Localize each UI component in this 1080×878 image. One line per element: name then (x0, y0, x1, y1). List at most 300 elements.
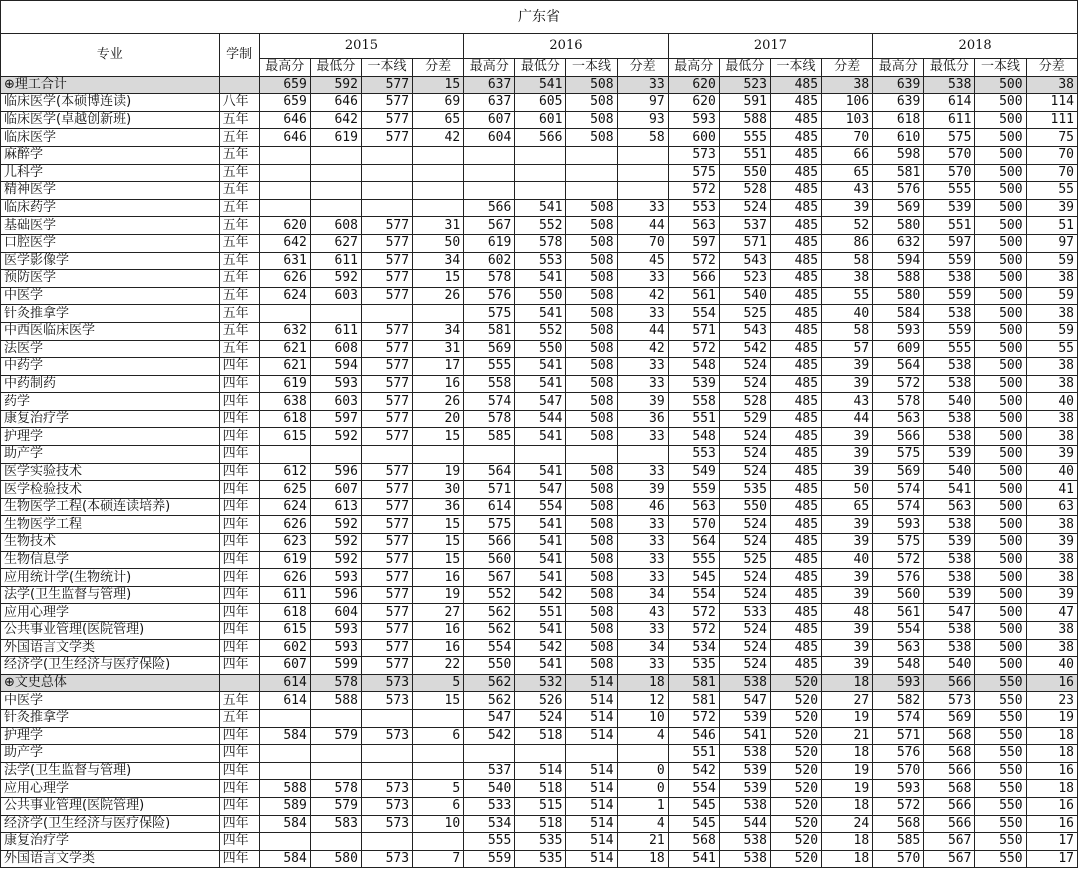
score-cell: 549 (668, 463, 719, 481)
score-cell: 611 (310, 322, 361, 340)
score-cell: 19 (822, 762, 873, 780)
score-cell: 538 (719, 850, 770, 868)
score-cell: 603 (310, 393, 361, 411)
score-cell: 574 (873, 481, 924, 499)
score-cell: 15 (413, 692, 464, 710)
score-cell: 500 (975, 622, 1026, 640)
score-cell: 55 (1026, 182, 1077, 200)
score-cell: 44 (617, 322, 668, 340)
score-cell: 508 (566, 498, 617, 516)
score-cell: 514 (566, 762, 617, 780)
score-cell: 500 (975, 463, 1026, 481)
score-cell (515, 745, 566, 763)
duration-cell: 四年 (219, 463, 259, 481)
score-cell (617, 446, 668, 464)
score-cell: 592 (310, 516, 361, 534)
score-cell: 4 (617, 815, 668, 833)
score-cell: 559 (924, 252, 975, 270)
score-cell: 50 (822, 481, 873, 499)
table-row (1, 111, 1078, 129)
duration-cell: 四年 (219, 780, 259, 798)
score-cell: 485 (770, 498, 821, 516)
summary-row (1, 76, 1078, 94)
score-cell: 566 (668, 270, 719, 288)
duration-cell: 四年 (219, 393, 259, 411)
score-cell (259, 745, 310, 763)
score-cell: 532 (515, 674, 566, 692)
score-cell: 485 (770, 428, 821, 446)
score-cell: 524 (719, 463, 770, 481)
score-cell: 52 (822, 217, 873, 235)
score-cell: 524 (719, 199, 770, 217)
score-cell: 577 (361, 129, 412, 147)
score-cell: 33 (617, 463, 668, 481)
score-cell: 39 (822, 516, 873, 534)
score-cell: 485 (770, 305, 821, 323)
score-cell: 619 (464, 234, 515, 252)
score-cell: 598 (873, 146, 924, 164)
score-cell: 564 (873, 358, 924, 376)
score-cell: 572 (668, 252, 719, 270)
score-cell: 573 (668, 146, 719, 164)
score-cell: 583 (310, 815, 361, 833)
score-cell: 619 (259, 551, 310, 569)
score-cell: 573 (361, 727, 412, 745)
score-cell: 17 (1026, 833, 1077, 851)
score-cell: 610 (873, 129, 924, 147)
duration-cell: 四年 (219, 498, 259, 516)
score-cell: 508 (566, 340, 617, 358)
major-name: 基础医学 (1, 217, 220, 235)
score-cell: 18 (1026, 780, 1077, 798)
score-cell: 33 (617, 76, 668, 94)
score-cell: 568 (924, 727, 975, 745)
score-cell: 63 (1026, 498, 1077, 516)
major-name: 经济学(卫生经济与医疗保险) (1, 657, 220, 675)
score-cell: 485 (770, 182, 821, 200)
score-cell: 577 (361, 270, 412, 288)
score-cell: 39 (822, 639, 873, 657)
score-cell (361, 199, 412, 217)
score-cell: 577 (361, 375, 412, 393)
score-cell: 16 (1026, 674, 1077, 692)
score-cell: 44 (822, 410, 873, 428)
score-cell: 550 (975, 727, 1026, 745)
score-cell: 584 (259, 850, 310, 868)
score-cell: 537 (719, 217, 770, 235)
score-cell: 508 (566, 463, 617, 481)
score-cell: 500 (975, 428, 1026, 446)
score-cell: 572 (668, 622, 719, 640)
score-cell: 541 (515, 534, 566, 552)
major-name: 法医学 (1, 340, 220, 358)
score-cell: 500 (975, 270, 1026, 288)
score-cell: 593 (873, 516, 924, 534)
score-cell: 576 (464, 287, 515, 305)
major-name: 中医学 (1, 692, 220, 710)
score-cell: 534 (668, 639, 719, 657)
score-cell: 538 (924, 76, 975, 94)
summary-row (1, 674, 1078, 692)
score-cell: 540 (719, 287, 770, 305)
score-cell: 625 (259, 481, 310, 499)
score-cell: 500 (975, 146, 1026, 164)
score-cell: 619 (310, 129, 361, 147)
score-cell: 593 (873, 780, 924, 798)
score-cell: 485 (770, 164, 821, 182)
score-cell: 592 (310, 534, 361, 552)
score-cell: 567 (924, 833, 975, 851)
score-cell: 589 (259, 797, 310, 815)
sub-header-cell: 分差 (822, 59, 873, 77)
score-cell: 578 (464, 270, 515, 288)
score-cell: 611 (924, 111, 975, 129)
table-body (1, 76, 1078, 868)
score-cell: 559 (924, 322, 975, 340)
score-cell: 543 (719, 322, 770, 340)
score-cell: 550 (975, 692, 1026, 710)
score-cell: 33 (617, 569, 668, 587)
duration-cell: 四年 (219, 481, 259, 499)
score-cell: 539 (924, 199, 975, 217)
score-cell: 568 (873, 815, 924, 833)
table-row (1, 428, 1078, 446)
score-cell: 632 (259, 322, 310, 340)
major-name: 预防医学 (1, 270, 220, 288)
score-cell (413, 164, 464, 182)
score-cell (310, 745, 361, 763)
score-cell: 542 (719, 340, 770, 358)
province-title: 广东省 (1, 1, 1078, 34)
score-cell: 59 (1026, 322, 1077, 340)
score-cell: 541 (515, 375, 566, 393)
score-cell: 533 (719, 604, 770, 622)
score-cell: 485 (770, 551, 821, 569)
score-cell: 545 (668, 815, 719, 833)
major-name: 临床药学 (1, 199, 220, 217)
score-cell (259, 709, 310, 727)
score-cell: 508 (566, 270, 617, 288)
score-cell: 577 (361, 481, 412, 499)
score-cell: 485 (770, 516, 821, 534)
duration-cell: 五年 (219, 111, 259, 129)
score-cell (464, 146, 515, 164)
score-cell: 66 (822, 146, 873, 164)
score-cell: 623 (259, 534, 310, 552)
score-cell: 542 (515, 586, 566, 604)
score-cell: 552 (464, 586, 515, 604)
score-cell: 34 (617, 586, 668, 604)
score-cell: 563 (668, 217, 719, 235)
score-cell: 585 (873, 833, 924, 851)
score-cell (310, 199, 361, 217)
score-cell: 555 (924, 340, 975, 358)
score-cell: 594 (310, 358, 361, 376)
score-cell: 21 (617, 833, 668, 851)
score-cell: 523 (719, 76, 770, 94)
score-cell (413, 762, 464, 780)
major-name: 口腔医学 (1, 234, 220, 252)
score-cell: 577 (361, 463, 412, 481)
score-cell: 621 (259, 358, 310, 376)
score-cell: 542 (515, 639, 566, 657)
score-cell: 558 (464, 375, 515, 393)
score-cell: 544 (719, 815, 770, 833)
score-cell: 508 (566, 586, 617, 604)
duration-cell: 四年 (219, 375, 259, 393)
score-cell: 508 (566, 622, 617, 640)
score-cell: 19 (1026, 709, 1077, 727)
score-cell: 30 (413, 481, 464, 499)
score-cell: 559 (924, 287, 975, 305)
score-cell: 485 (770, 410, 821, 428)
score-cell: 566 (873, 428, 924, 446)
duration-cell: 五年 (219, 709, 259, 727)
score-cell: 578 (515, 234, 566, 252)
score-cell: 518 (515, 780, 566, 798)
score-cell: 524 (719, 657, 770, 675)
score-cell: 544 (515, 410, 566, 428)
score-cell: 550 (975, 780, 1026, 798)
major-name: 中药学 (1, 358, 220, 376)
score-cell: 6 (413, 727, 464, 745)
score-cell: 31 (413, 217, 464, 235)
score-cell: 577 (361, 569, 412, 587)
score-cell (413, 833, 464, 851)
score-cell: 500 (975, 94, 1026, 112)
sub-header-cell: 最高分 (668, 59, 719, 77)
score-cell: 555 (464, 833, 515, 851)
score-cell: 10 (617, 709, 668, 727)
score-cell (361, 446, 412, 464)
score-cell: 569 (873, 199, 924, 217)
score-cell: 33 (617, 657, 668, 675)
score-cell (566, 164, 617, 182)
score-cell: 624 (259, 498, 310, 516)
score-cell (310, 762, 361, 780)
score-cell (259, 833, 310, 851)
score-cell: 47 (1026, 604, 1077, 622)
score-cell: 573 (361, 815, 412, 833)
score-cell: 539 (924, 446, 975, 464)
score-cell: 577 (361, 111, 412, 129)
score-cell: 65 (413, 111, 464, 129)
score-cell: 540 (924, 463, 975, 481)
score-cell: 59 (1026, 252, 1077, 270)
score-cell: 34 (413, 252, 464, 270)
score-cell: 514 (566, 780, 617, 798)
score-cell: 33 (617, 551, 668, 569)
score-cell: 539 (924, 586, 975, 604)
score-cell (361, 833, 412, 851)
score-cell (259, 146, 310, 164)
score-cell: 538 (924, 551, 975, 569)
score-cell: 36 (413, 498, 464, 516)
score-cell: 16 (1026, 797, 1077, 815)
score-cell: 500 (975, 498, 1026, 516)
table-row (1, 604, 1078, 622)
major-name: 助产学 (1, 446, 220, 464)
duration-cell: 四年 (219, 358, 259, 376)
sub-header-cell: 最低分 (924, 59, 975, 77)
score-cell: 535 (515, 850, 566, 868)
score-cell: 528 (719, 393, 770, 411)
score-cell: 539 (719, 780, 770, 798)
score-cell (310, 446, 361, 464)
score-cell: 65 (822, 498, 873, 516)
score-cell (566, 182, 617, 200)
score-cell: 619 (259, 375, 310, 393)
score-cell (310, 164, 361, 182)
score-cell: 39 (617, 481, 668, 499)
major-name: 精神医学 (1, 182, 220, 200)
score-cell: 571 (464, 481, 515, 499)
duration-cell: 四年 (219, 622, 259, 640)
score-cell: 19 (413, 463, 464, 481)
score-cell: 38 (1026, 76, 1077, 94)
table-row (1, 199, 1078, 217)
score-cell: 596 (310, 586, 361, 604)
score-cell: 566 (924, 762, 975, 780)
score-cell: 520 (770, 815, 821, 833)
score-cell: 579 (310, 797, 361, 815)
table-row (1, 657, 1078, 675)
score-cell: 593 (668, 111, 719, 129)
score-cell: 538 (924, 516, 975, 534)
score-cell: 0 (617, 780, 668, 798)
score-cell: 541 (515, 622, 566, 640)
score-cell: 16 (1026, 762, 1077, 780)
score-cell: 500 (975, 305, 1026, 323)
major-name: 临床医学(卓越创新班) (1, 111, 220, 129)
score-cell (464, 164, 515, 182)
duration-cell: 五年 (219, 252, 259, 270)
score-cell: 508 (566, 305, 617, 323)
table-row (1, 234, 1078, 252)
score-cell: 70 (822, 129, 873, 147)
score-cell: 555 (924, 182, 975, 200)
score-cell: 51 (1026, 217, 1077, 235)
score-cell: 620 (668, 76, 719, 94)
score-cell: 569 (873, 463, 924, 481)
score-cell: 524 (719, 586, 770, 604)
score-cell: 541 (515, 657, 566, 675)
score-cell: 40 (822, 551, 873, 569)
score-cell: 39 (822, 622, 873, 640)
score-cell: 558 (668, 393, 719, 411)
score-cell: 578 (310, 780, 361, 798)
score-cell: 500 (975, 358, 1026, 376)
score-cell: 34 (617, 639, 668, 657)
score-cell: 38 (1026, 551, 1077, 569)
score-cell: 554 (464, 639, 515, 657)
score-cell: 553 (515, 252, 566, 270)
score-cell: 576 (873, 182, 924, 200)
score-cell (413, 745, 464, 763)
score-cell: 20 (413, 410, 464, 428)
score-cell (515, 182, 566, 200)
score-cell (617, 745, 668, 763)
score-cell: 524 (719, 428, 770, 446)
score-cell: 637 (464, 94, 515, 112)
score-cell: 33 (617, 516, 668, 534)
score-cell: 55 (1026, 340, 1077, 358)
score-cell: 508 (566, 199, 617, 217)
score-cell: 573 (361, 850, 412, 868)
score-cell: 33 (617, 358, 668, 376)
score-cell: 514 (566, 674, 617, 692)
score-cell: 550 (515, 287, 566, 305)
score-cell: 550 (975, 833, 1026, 851)
score-cell: 605 (515, 94, 566, 112)
score-cell: 500 (975, 516, 1026, 534)
score-cell: 600 (668, 129, 719, 147)
score-cell: 550 (719, 164, 770, 182)
score-cell: 500 (975, 604, 1026, 622)
score-cell: 574 (464, 393, 515, 411)
score-cell: 50 (413, 234, 464, 252)
score-cell: 538 (924, 305, 975, 323)
score-cell: 646 (259, 129, 310, 147)
score-cell: 500 (975, 569, 1026, 587)
duration-cell: 五年 (219, 234, 259, 252)
score-cell: 520 (770, 745, 821, 763)
score-cell: 601 (515, 111, 566, 129)
major-name: 公共事业管理(医院管理) (1, 797, 220, 815)
major-name: 医学实验技术 (1, 463, 220, 481)
score-cell: 563 (873, 410, 924, 428)
duration-cell: 八年 (219, 94, 259, 112)
score-cell: 572 (873, 551, 924, 569)
score-cell: 538 (924, 410, 975, 428)
table-row (1, 551, 1078, 569)
score-cell: 57 (822, 340, 873, 358)
major-name: 外国语言文学类 (1, 850, 220, 868)
score-cell: 604 (310, 604, 361, 622)
score-cell: 38 (822, 76, 873, 94)
score-cell: 39 (822, 199, 873, 217)
score-cell: 508 (566, 569, 617, 587)
score-cell: 571 (668, 322, 719, 340)
score-cell: 577 (361, 639, 412, 657)
score-cell: 16 (413, 375, 464, 393)
score-cell: 551 (719, 146, 770, 164)
score-cell (361, 146, 412, 164)
score-cell: 533 (464, 797, 515, 815)
score-cell: 38 (1026, 428, 1077, 446)
score-cell: 577 (361, 217, 412, 235)
table-row (1, 586, 1078, 604)
score-cell: 520 (770, 850, 821, 868)
score-cell: 485 (770, 657, 821, 675)
score-cell: 19 (413, 586, 464, 604)
score-cell: 38 (1026, 639, 1077, 657)
score-cell: 500 (975, 129, 1026, 147)
score-cell: 15 (413, 270, 464, 288)
score-cell: 596 (310, 463, 361, 481)
score-cell: 39 (822, 358, 873, 376)
score-cell: 637 (464, 76, 515, 94)
score-cell: 566 (464, 199, 515, 217)
major-name: 应用心理学 (1, 604, 220, 622)
score-cell: 575 (873, 534, 924, 552)
score-cell: 577 (361, 358, 412, 376)
score-cell: 500 (975, 393, 1026, 411)
score-cell: 526 (515, 692, 566, 710)
score-cell (310, 833, 361, 851)
score-cell: 541 (515, 516, 566, 534)
score-cell: 524 (719, 516, 770, 534)
